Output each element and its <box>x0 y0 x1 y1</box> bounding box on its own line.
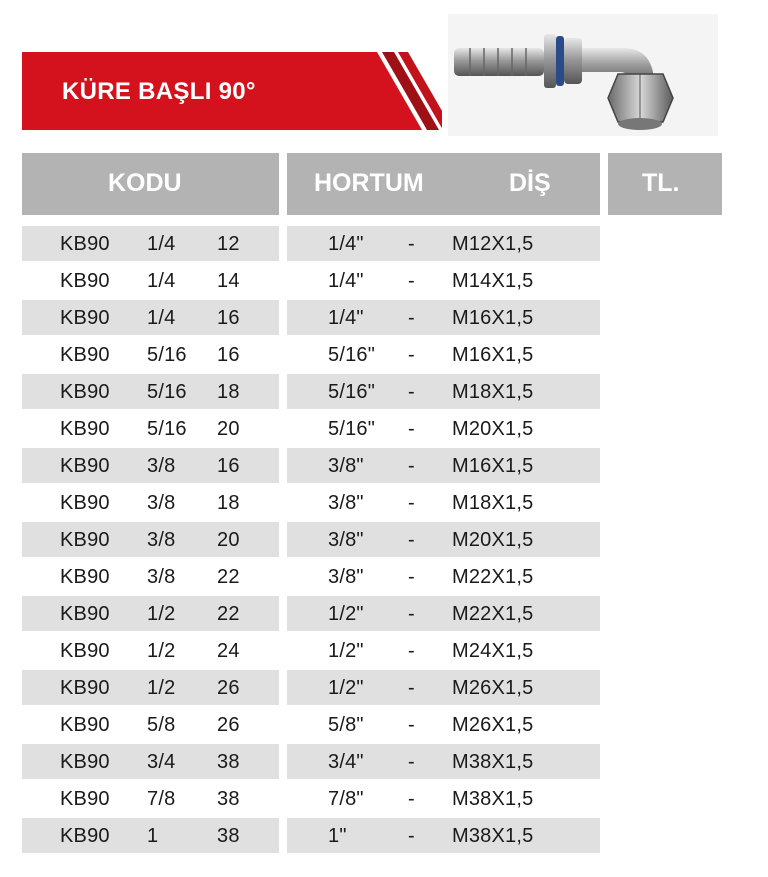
price-table-body <box>0 225 768 854</box>
code-number: 14 <box>217 270 240 292</box>
thread-spec: M22X1,5 <box>452 566 534 588</box>
separator: - <box>408 307 415 329</box>
table-row <box>0 780 768 817</box>
table-row <box>0 743 768 780</box>
table-row <box>0 706 768 743</box>
separator: - <box>408 492 415 514</box>
table-row <box>0 484 768 521</box>
code-prefix: KB90 <box>60 751 110 773</box>
thread-spec: M18X1,5 <box>452 381 534 403</box>
header-kodu-label: KODU <box>108 169 182 197</box>
product-image <box>448 14 718 136</box>
code-size: 1 <box>147 825 159 847</box>
code-prefix: KB90 <box>60 270 110 292</box>
table-row <box>0 817 768 854</box>
separator: - <box>408 714 415 736</box>
code-number: 12 <box>217 233 240 255</box>
code-size: 3/8 <box>147 529 176 551</box>
separator: - <box>408 270 415 292</box>
table-row <box>0 262 768 299</box>
thread-spec: M18X1,5 <box>452 492 534 514</box>
code-prefix: KB90 <box>60 492 110 514</box>
table-row <box>0 447 768 484</box>
code-prefix: KB90 <box>60 640 110 662</box>
header-hortum-dis <box>287 153 600 215</box>
table-row <box>0 521 768 558</box>
hose-size: 1" <box>328 825 347 847</box>
code-prefix: KB90 <box>60 788 110 810</box>
code-size: 1/4 <box>147 307 176 329</box>
hose-size: 3/8" <box>328 492 364 514</box>
code-number: 38 <box>217 788 240 810</box>
code-prefix: KB90 <box>60 344 110 366</box>
header-hortum-label: HORTUM <box>314 169 424 197</box>
thread-spec: M14X1,5 <box>452 270 534 292</box>
separator: - <box>408 825 415 847</box>
hose-size: 1/2" <box>328 677 364 699</box>
code-number: 16 <box>217 344 240 366</box>
code-prefix: KB90 <box>60 381 110 403</box>
thread-spec: M12X1,5 <box>452 233 534 255</box>
table-row <box>0 632 768 669</box>
thread-spec: M38X1,5 <box>452 751 534 773</box>
thread-spec: M20X1,5 <box>452 418 534 440</box>
hose-size: 1/4" <box>328 270 364 292</box>
code-prefix: KB90 <box>60 714 110 736</box>
thread-spec: M24X1,5 <box>452 640 534 662</box>
code-prefix: KB90 <box>60 455 110 477</box>
header-kodu <box>22 153 279 215</box>
hose-size: 1/2" <box>328 603 364 625</box>
code-number: 24 <box>217 640 240 662</box>
code-prefix: KB90 <box>60 566 110 588</box>
page-title: KÜRE BAŞLI 90° <box>62 78 256 105</box>
code-size: 5/16 <box>147 381 187 403</box>
separator: - <box>408 233 415 255</box>
code-number: 20 <box>217 529 240 551</box>
code-number: 26 <box>217 677 240 699</box>
title-banner <box>22 52 442 130</box>
table-row <box>0 225 768 262</box>
separator: - <box>408 751 415 773</box>
thread-spec: M16X1,5 <box>452 344 534 366</box>
hose-size: 1/4" <box>328 233 364 255</box>
hose-size: 7/8" <box>328 788 364 810</box>
hose-size: 3/8" <box>328 455 364 477</box>
code-number: 38 <box>217 825 240 847</box>
separator: - <box>408 455 415 477</box>
code-size: 1/2 <box>147 640 176 662</box>
code-number: 18 <box>217 492 240 514</box>
hose-size: 1/2" <box>328 640 364 662</box>
header-tl-label: TL. <box>642 169 680 197</box>
separator: - <box>408 788 415 810</box>
header-tl <box>608 153 722 215</box>
code-size: 5/8 <box>147 714 176 736</box>
hose-size: 5/8" <box>328 714 364 736</box>
code-prefix: KB90 <box>60 825 110 847</box>
code-number: 20 <box>217 418 240 440</box>
code-size: 1/4 <box>147 270 176 292</box>
hose-size: 3/8" <box>328 566 364 588</box>
code-number: 26 <box>217 714 240 736</box>
thread-spec: M38X1,5 <box>452 825 534 847</box>
hose-size: 3/8" <box>328 529 364 551</box>
code-size: 5/16 <box>147 418 187 440</box>
code-size: 1/2 <box>147 677 176 699</box>
code-number: 22 <box>217 603 240 625</box>
separator: - <box>408 381 415 403</box>
thread-spec: M26X1,5 <box>452 677 534 699</box>
table-row <box>0 558 768 595</box>
code-number: 22 <box>217 566 240 588</box>
separator: - <box>408 418 415 440</box>
hose-size: 5/16" <box>328 344 376 366</box>
code-prefix: KB90 <box>60 529 110 551</box>
table-row <box>0 669 768 706</box>
thread-spec: M16X1,5 <box>452 307 534 329</box>
hose-size: 5/16" <box>328 418 376 440</box>
fitting-icon <box>448 14 718 136</box>
code-number: 16 <box>217 455 240 477</box>
thread-spec: M22X1,5 <box>452 603 534 625</box>
thread-spec: M20X1,5 <box>452 529 534 551</box>
separator: - <box>408 344 415 366</box>
hose-size: 5/16" <box>328 381 376 403</box>
code-prefix: KB90 <box>60 307 110 329</box>
code-size: 3/8 <box>147 566 176 588</box>
code-size: 5/16 <box>147 344 187 366</box>
code-size: 1/2 <box>147 603 176 625</box>
code-size: 3/8 <box>147 455 176 477</box>
separator: - <box>408 566 415 588</box>
separator: - <box>408 529 415 551</box>
code-size: 7/8 <box>147 788 176 810</box>
code-number: 16 <box>217 307 240 329</box>
code-size: 3/8 <box>147 492 176 514</box>
code-number: 18 <box>217 381 240 403</box>
thread-spec: M26X1,5 <box>452 714 534 736</box>
hose-size: 1/4" <box>328 307 364 329</box>
code-prefix: KB90 <box>60 418 110 440</box>
separator: - <box>408 677 415 699</box>
code-prefix: KB90 <box>60 233 110 255</box>
code-prefix: KB90 <box>60 677 110 699</box>
separator: - <box>408 603 415 625</box>
table-row <box>0 299 768 336</box>
header-dis-label: DİŞ <box>509 169 551 197</box>
table-row <box>0 595 768 632</box>
code-size: 1/4 <box>147 233 176 255</box>
table-row <box>0 410 768 447</box>
separator: - <box>408 640 415 662</box>
code-prefix: KB90 <box>60 603 110 625</box>
thread-spec: M38X1,5 <box>452 788 534 810</box>
table-row <box>0 373 768 410</box>
hose-size: 3/4" <box>328 751 364 773</box>
code-number: 38 <box>217 751 240 773</box>
code-size: 3/4 <box>147 751 176 773</box>
table-row <box>0 336 768 373</box>
thread-spec: M16X1,5 <box>452 455 534 477</box>
